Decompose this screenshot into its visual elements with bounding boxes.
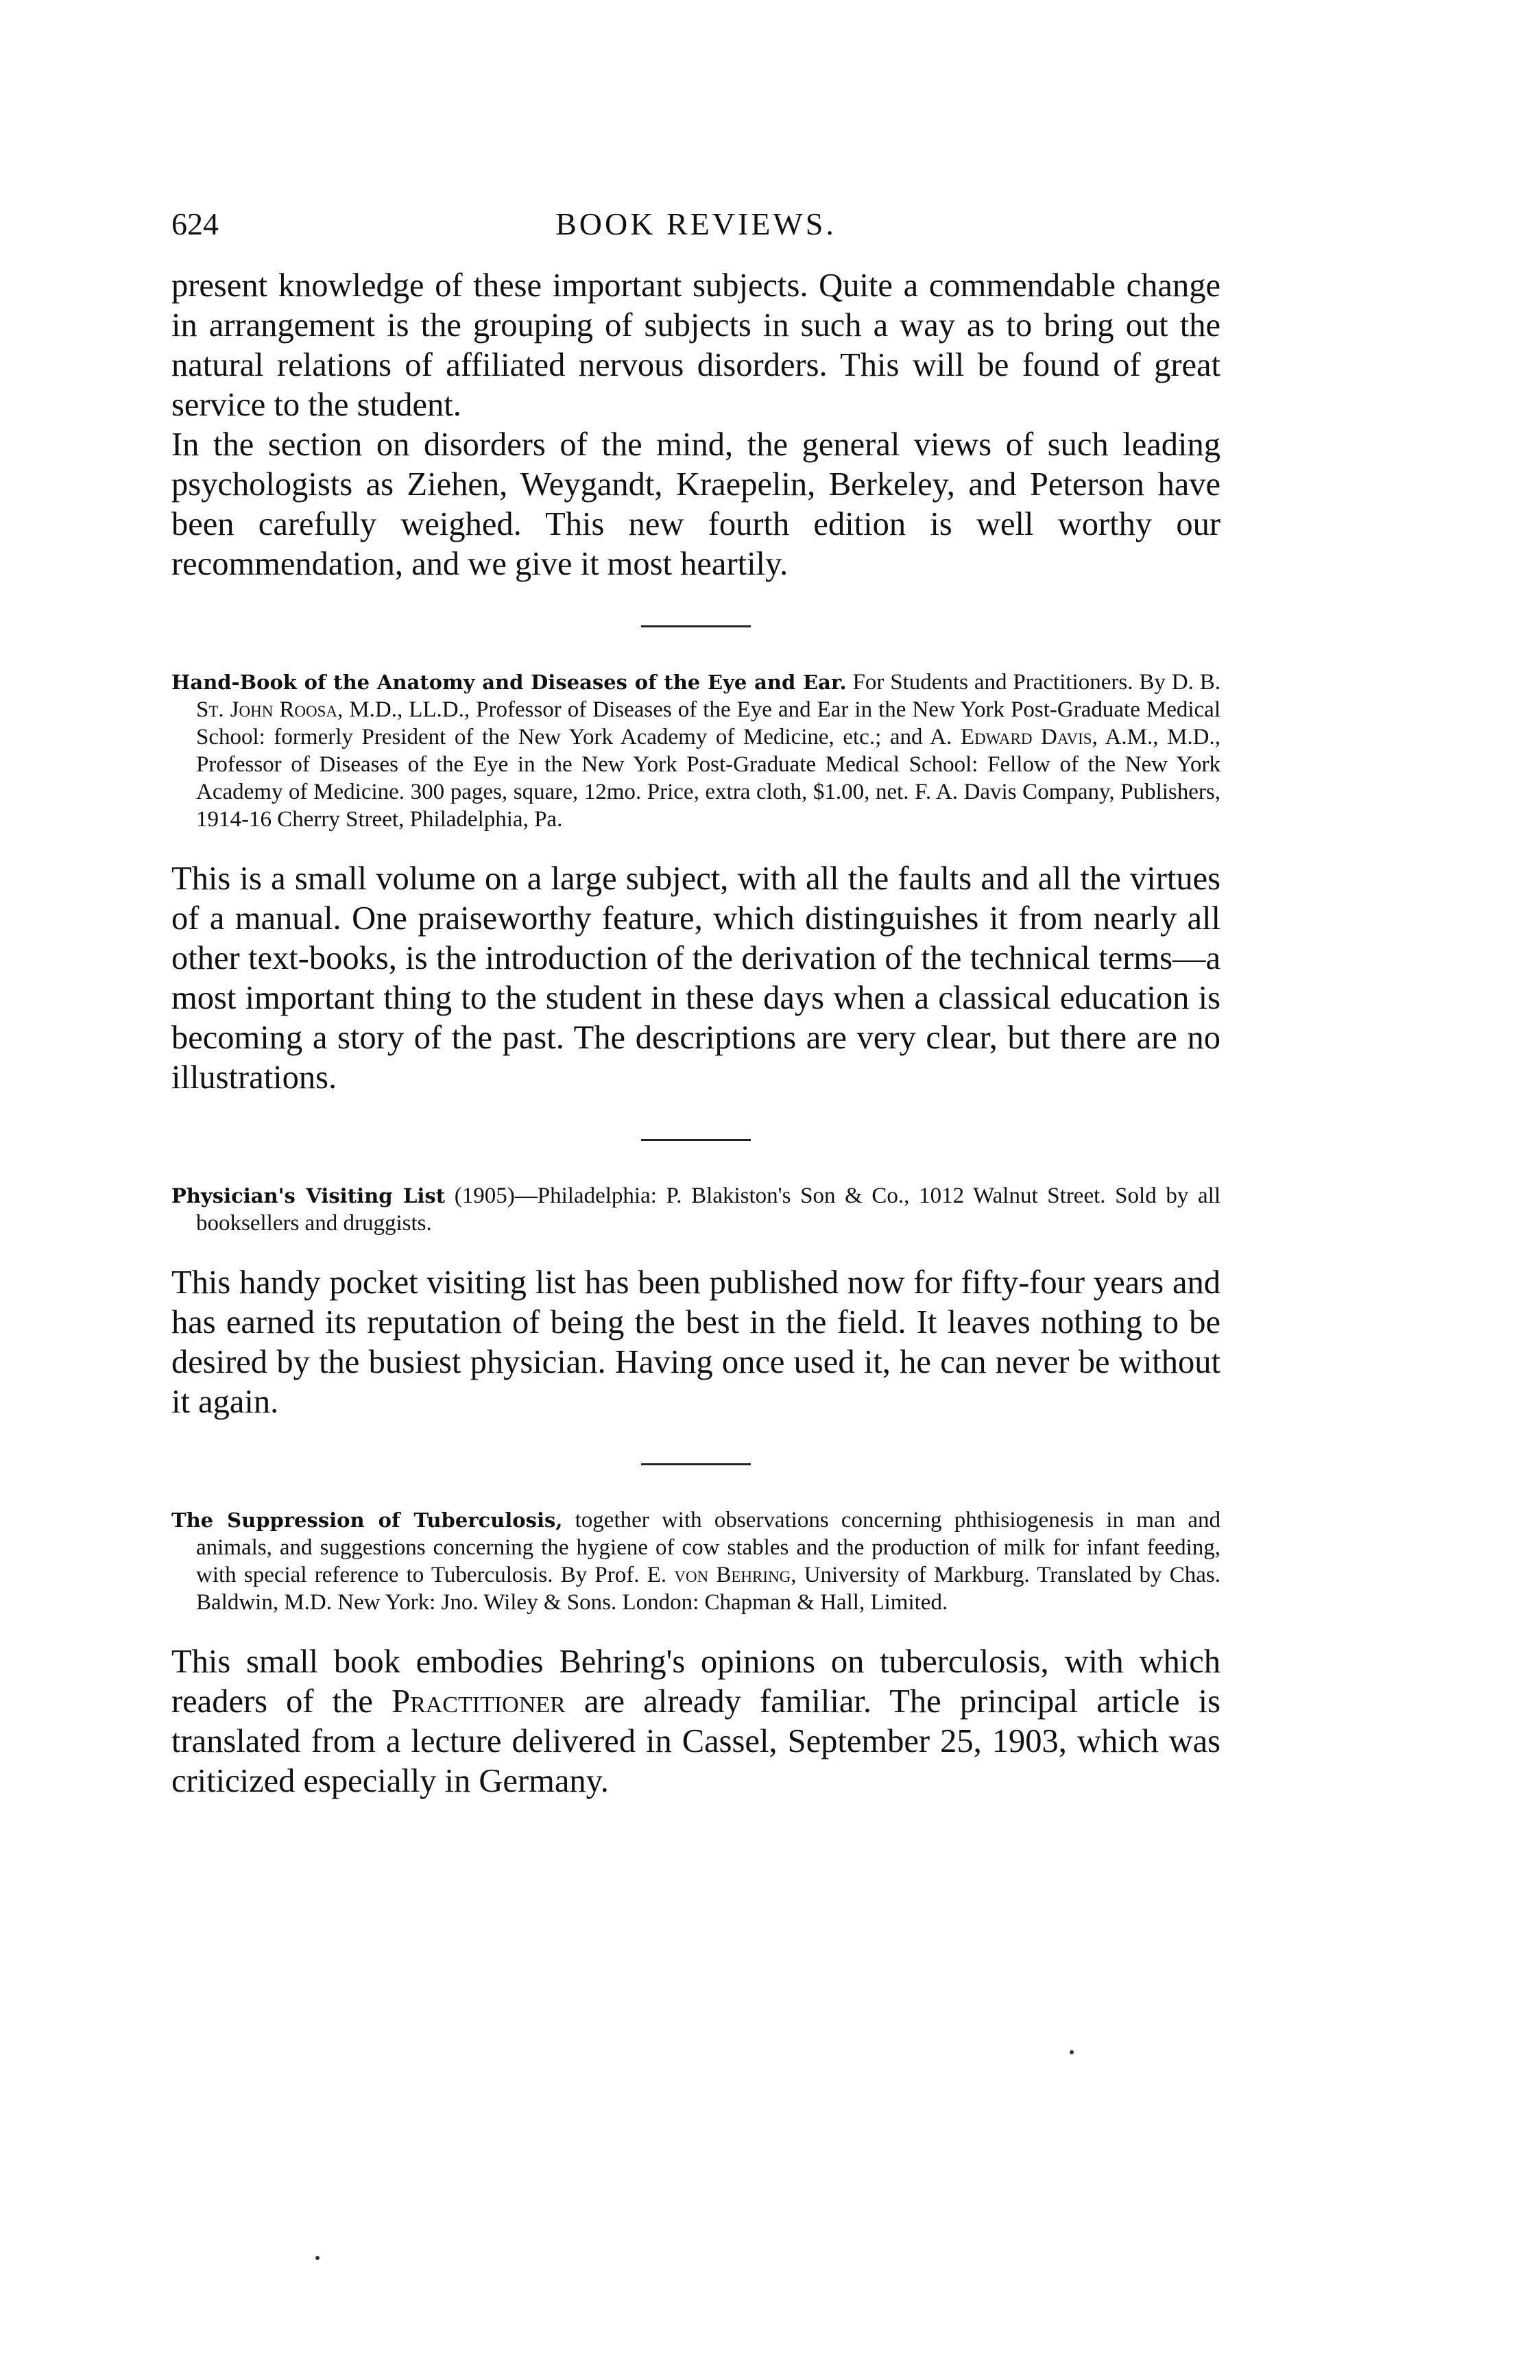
continuation-paragraph-2: In the section on disorders of the mind, the general views of such leading psychologists as Ziehen, Weygandt, Kraepelin, Berkeley, and Peterson have been carefully weighed. This new fourth edition is well worthy our recommendation, and we give it most heartily. [171,426,1220,582]
citation-text: , University of Markburg. Translated by Chas. Baldwin, M.D. New York: Jno. Wiley & Sons. London: Chapman & Hall, Limited. [196,1563,1220,1615]
review-body-text: This small book embodies Behring's opinions on tuberculosis, with which readers of the [171,1644,1220,1720]
citation-text: together with observations concerning phthisiogenesis in man and animals, and suggestions concerning the hygiene of cow stables and the production of milk for infant feeding, with special reference to Tuberculosis. By Prof. E. [196,1508,1220,1587]
page-header [171,206,1220,254]
citation-text: , M.D., LL.D., Professor of Diseases of the Eye and Ear in the New York Post-Graduate Medical School: formerly President of the New York Academy of Medicine, etc.; and A. [196,697,1220,749]
citation-text: (1905)—Philadelphia: P. Blakiston's Son & Co., 1012 Walnut Street. Sold by all booksellers and druggists. [196,1183,1220,1236]
print-speck [315,2256,320,2260]
review-body [171,1642,1220,1801]
review-body-text: are already familiar. The principal article is translated from a lecture delivered in Cassel, September 25, 1903, which was criticized especially in Germany. [171,1683,1220,1799]
continuation-paragraph-1: present knowledge of these important subjects. Quite a commendable change in arrangement is the grouping of subjects in such a way as to bring out the natural relations of affiliated nervous disorders. This will be found of great service to the student. [171,267,1220,423]
running-head: BOOK REVIEWS. [555,206,837,241]
citation-author: Edward Davis [960,725,1092,749]
page-number: 624 [171,206,219,241]
citation-title: Physician's Visiting List [171,1184,446,1207]
review-body: This is a small volume on a large subject, with all the faults and all the virtues of a manual. One praiseworthy feature, which distinguishes it from nearly all other text-books, is the introduction of the derivation of the technical terms—a most important thing to the student in these days when a classical education is becoming a story of the past. The descriptions are very clear, but there are no illustrations. [171,861,1220,1096]
review-citation [171,1506,1220,1616]
print-speck [1070,2050,1074,2054]
section-divider [641,1463,751,1465]
journal-name: Practitioner [392,1683,566,1720]
citation-text: For Students and Practitioners. By D. B. [846,670,1220,695]
citation-author: St. John Roosa [196,697,337,722]
review-tuberculosis [171,1506,1220,1801]
review-eye-ear [171,669,1220,1098]
review-visiting-list [171,1182,1220,1422]
citation-text: , A.M., M.D., Professor of Diseases of the Eye in the New York Post-Graduate Medical School: Fellow of the New York Academy of Medicine. 300 pages, square, 12mo. Price, extra cloth, $1.00, net. F. A. Davis Company, Publishers, 1914-16 Cherry Street, Philadelphia, Pa. [196,725,1221,832]
citation-title: Hand-Book of the Anatomy and Diseases of the Eye and Ear. [171,671,847,694]
citation-title: The Suppression of Tuberculosis, [171,1508,563,1532]
section-divider [641,625,751,627]
review-citation [171,669,1220,833]
citation-author: von Behring [674,1563,791,1587]
review-body: This handy pocket visiting list has been published now for fifty-four years and has earned its reputation of being the best in the field. It leaves nothing to be desired by the busiest physician. Having once used it, he can never be without it again. [171,1264,1220,1420]
review-citation [171,1182,1220,1237]
section-divider [641,1139,751,1141]
